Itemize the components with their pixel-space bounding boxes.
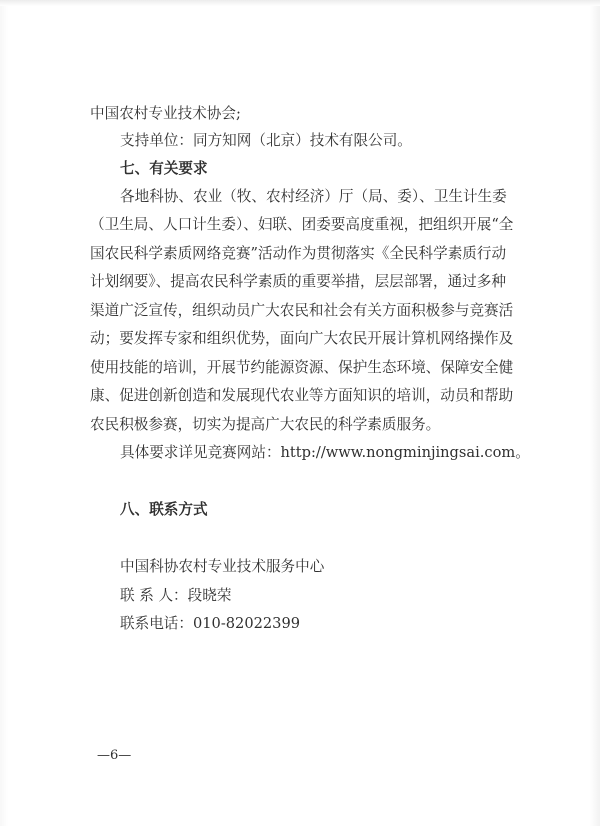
paragraph-line-8: 康、促进创新创造和发展现代农业等方面知识的培训，动员和帮助 — [90, 387, 514, 404]
paragraph-line-2: （卫生局、人口计生委）、妇联、团委要高度重视，把组织开展“全 — [90, 216, 514, 233]
contact-person-line: 联 系 人：段晓荣 — [120, 587, 232, 604]
paragraph-line-6: 动；要发挥专家和组织优势，面向广大农民开展计算机网络操作及 — [90, 330, 514, 347]
org-line: 中国农村专业技术协会; — [90, 105, 241, 122]
contact-org-line: 中国科协农村专业技术服务中心 — [120, 558, 325, 575]
website-line: 具体要求详见竞赛网站：http://www.nongminjingsai.com。 — [120, 444, 530, 461]
section-7-heading: 七、有关要求 — [120, 160, 208, 177]
paragraph-line-9: 农民积极参赛，切实为提高广大农民的科学素质服务。 — [90, 416, 441, 433]
page-number: —6— — [97, 748, 132, 763]
paragraph-line-5: 渠道广泛宣传，组织动员广大农民和社会有关方面积极参与竞赛活 — [90, 302, 514, 319]
paragraph-line-3: 国农民科学素质网络竞赛”活动作为贯彻落实《全民科学素质行动 — [90, 245, 507, 262]
paragraph-line-1: 各地科协、农业（牧、农村经济）厅（局、委）、卫生计生委 — [120, 188, 507, 205]
scan-edge-shadow — [0, 0, 600, 6]
section-8-heading: 八、联系方式 — [120, 501, 208, 518]
paragraph-line-4: 计划纲要》、提高农民科学素质的重要举措，层层部署，通过多种 — [90, 273, 506, 290]
paragraph-line-7: 使用技能的培训，开展节约能源资源、保护生态环境、保障安全健 — [90, 359, 514, 376]
support-unit-line: 支持单位：同方知网（北京）技术有限公司。 — [120, 132, 412, 149]
contact-phone-line: 联系电话：010-82022399 — [120, 615, 301, 632]
